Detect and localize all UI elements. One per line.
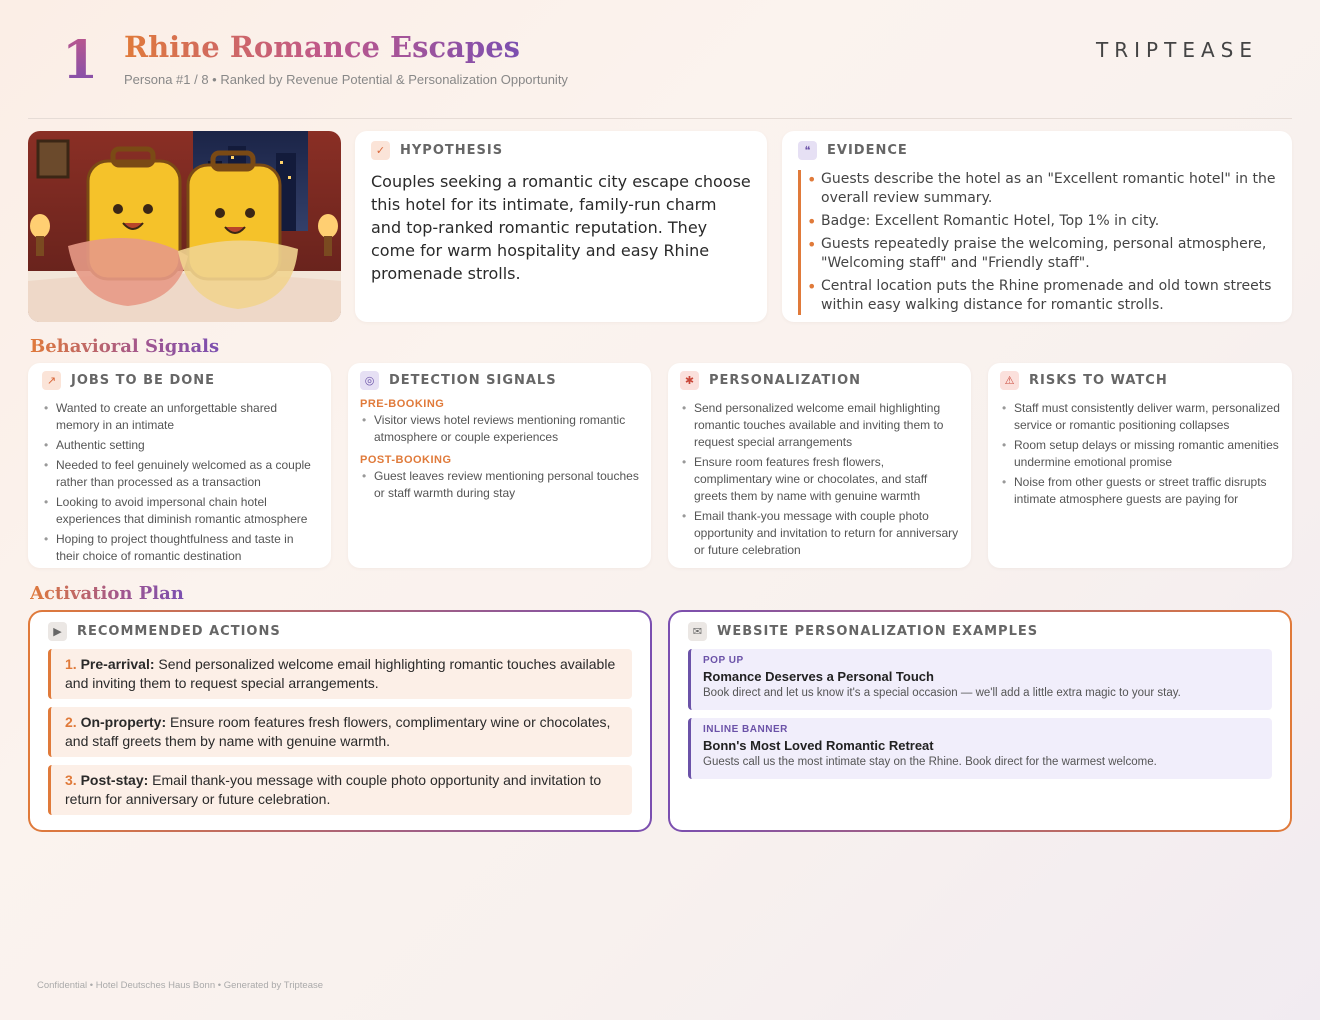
brand-logo: TRIPTEASE [1096,38,1258,62]
play-icon: ▶ [48,622,67,641]
website-personalization-card [668,610,1292,832]
behavioral-signals-heading: Behavioral Signals [30,336,220,357]
page-subtitle: Persona #1 / 8 • Ranked by Revenue Potential & Personalization Opportunity [124,72,568,87]
list-item: • Looking to avoid impersonal chain hotel experiences that diminish romantic atmosphere [42,494,317,528]
list-item: • Visitor views hotel reviews mentioning romantic atmosphere or couple experiences [360,412,639,446]
pre-booking-label: PRE-BOOKING [360,398,445,410]
risks-card [988,363,1292,568]
page-title: Rhine Romance Escapes [124,30,520,64]
list-item: • Staff must consistently deliver warm, personalized service or romantic positioning collapses [1000,400,1280,434]
action-text: Email thank-you message with couple photo opportunity and invitation to return for anniversary or future celebration. [65,772,602,807]
persona-illustration [28,131,341,322]
list-item: • Send personalized welcome email highlighting romantic touches available and inviting them to request special arrangements [680,400,959,451]
action-stage: Pre-arrival: [80,656,155,672]
list-item: • Authentic setting [42,437,317,454]
web-example-headline: Bonn's Most Loved Romantic Retreat [703,738,934,753]
action-text: Ensure room features fresh flowers, complimentary wine or chocolates, and staff greets them by name with genuine warmth. [65,714,611,749]
detection-signals-card [348,363,651,568]
detection-label: DETECTION SIGNALS [389,373,557,388]
web-example-popup [688,649,1272,710]
action-item [48,649,632,699]
actions-label: RECOMMENDED ACTIONS [77,624,281,639]
jobs-to-be-done-card [28,363,331,568]
envelope-icon: ✉ [688,622,707,641]
action-number: 1. [65,656,77,672]
header-divider [28,118,1292,119]
checkmark-icon: ✓ [371,141,390,160]
radar-icon: ◎ [360,371,379,390]
list-item: • Room setup delays or missing romantic amenities undermine emotional promise [1000,437,1280,471]
list-item: • Wanted to create an unforgettable shared memory in an intimate [42,400,317,434]
action-stage: On-property: [80,714,167,730]
personalization-list [680,400,959,559]
persona-rank: 1 [62,30,99,91]
risks-label: RISKS TO WATCH [1029,373,1168,388]
jobs-label: JOBS TO BE DONE [71,373,216,388]
page-header [0,0,1320,120]
pre-booking-list [360,412,639,446]
hypothesis-text: Couples seeking a romantic city escape choose this hotel for its intimate, family-run charm and top-ranked romantic reputation. They come for warm hospitality and easy Rhine promenade strolls. [371,172,751,283]
personalization-card [668,363,971,568]
hypothesis-label: HYPOTHESIS [400,143,504,158]
risks-list [1000,400,1280,508]
action-number: 3. [65,772,77,788]
action-text: Send personalized welcome email highlighting romantic touches available and inviting them to request special arrangements. [65,656,616,691]
arrow-up-right-icon: ↗ [42,371,61,390]
list-item: • Hoping to project thoughtfulness and taste in their choice of romantic destination [42,531,317,565]
web-example-body: Guests call us the most intimate stay on the Rhine. Book direct for the warmest welcome. [703,756,1157,768]
web-example-type: POP UP [703,655,744,666]
evidence-card [782,131,1292,322]
action-item [48,707,632,757]
action-stage: Post-stay: [80,772,149,788]
warning-icon: ⚠ [1000,371,1019,390]
evidence-item: • Badge: Excellent Romantic Hotel, Top 1% in city. [821,212,1276,231]
action-number: 2. [65,714,77,730]
web-example-body: Book direct and let us know it's a special occasion — we'll add a little extra magic to your stay. [703,687,1181,699]
personalization-label: PERSONALIZATION [709,373,862,388]
list-item: • Needed to feel genuinely welcomed as a couple rather than processed as a transaction [42,457,317,491]
web-example-banner [688,718,1272,779]
post-booking-label: POST-BOOKING [360,454,452,466]
page-footer: Confidential • Hotel Deutsches Haus Bonn • Generated by Triptease [37,980,324,991]
evidence-label: EVIDENCE [827,143,908,158]
web-example-type: INLINE BANNER [703,724,788,735]
web-examples-label: WEBSITE PERSONALIZATION EXAMPLES [717,624,1039,639]
post-booking-list [360,468,639,502]
activation-plan-heading: Activation Plan [30,583,184,604]
jobs-list [42,400,317,565]
action-item [48,765,632,815]
quote-icon: ❝ [798,141,817,160]
list-item: • Ensure room features fresh flowers, complimentary wine or chocolates, and staff greets them by name with genuine warmth [680,454,959,505]
evidence-item: • Guests repeatedly praise the welcoming, personal atmosphere, "Welcoming staff" and "Friendly staff". [821,235,1276,273]
list-item: • Noise from other guests or street traffic disrupts intimate atmosphere guests are paying for [1000,474,1280,508]
hypothesis-card [355,131,767,322]
sparkle-icon: ✱ [680,371,699,390]
evidence-item: • Guests describe the hotel as an "Excellent romantic hotel" in the overall review summary. [821,170,1276,208]
evidence-list [821,170,1276,315]
web-example-headline: Romance Deserves a Personal Touch [703,669,934,684]
recommended-actions-card [28,610,652,832]
list-item: • Guest leaves review mentioning personal touches or staff warmth during stay [360,468,639,502]
list-item: • Email thank-you message with couple photo opportunity and invitation to return for anniversary or future celebration [680,508,959,559]
evidence-item: • Central location puts the Rhine promenade and old town streets within easy walking distance for romantic strolls. [821,277,1276,315]
